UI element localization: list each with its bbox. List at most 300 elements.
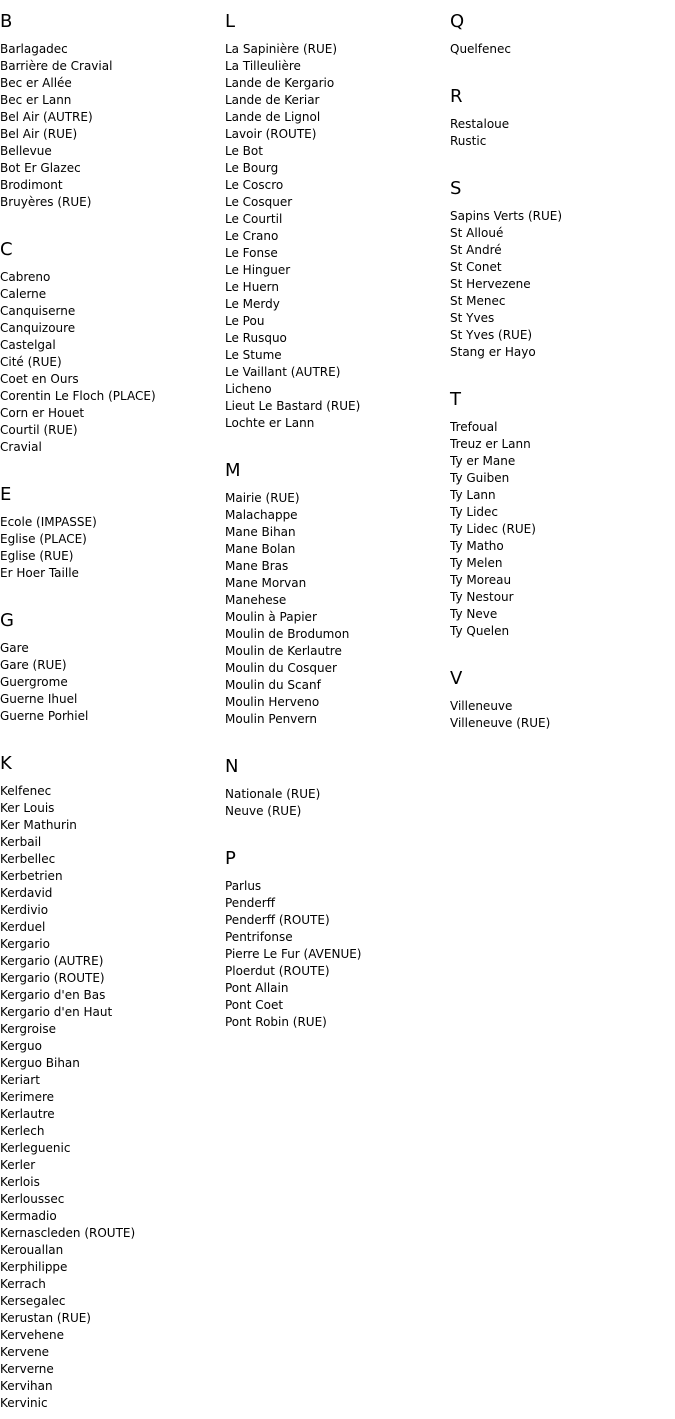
- street-item: [225, 963, 450, 980]
- letter-section: [450, 178, 675, 361]
- street-item: [0, 1004, 225, 1021]
- street-item: [225, 507, 450, 524]
- street-link[interactable]: Penderff: [225, 896, 275, 910]
- street-list: [225, 41, 450, 432]
- street-item: [225, 58, 450, 75]
- street-link[interactable]: Lieut Le Bastard (RUE): [225, 399, 361, 413]
- street-link[interactable]: Lande de Lignol: [225, 110, 321, 124]
- street-item: [0, 41, 225, 58]
- street-link[interactable]: Kervihan: [0, 1379, 53, 1393]
- letter-section: [450, 389, 675, 640]
- street-link[interactable]: St André: [450, 243, 502, 257]
- street-link[interactable]: Calerne: [0, 287, 47, 301]
- street-item: [225, 228, 450, 245]
- street-link[interactable]: Ty Guiben: [450, 471, 510, 485]
- street-item: [450, 698, 675, 715]
- street-item: [225, 895, 450, 912]
- street-item: [0, 800, 225, 817]
- letter-section: [225, 756, 450, 820]
- street-link[interactable]: Bec er Allée: [0, 76, 72, 90]
- street-link[interactable]: Keriart: [0, 1073, 40, 1087]
- street-link[interactable]: Lochte er Lann: [225, 416, 315, 430]
- street-link[interactable]: Pierre Le Fur (AVENUE): [225, 947, 362, 961]
- street-item: [225, 109, 450, 126]
- street-link[interactable]: Quelfenec: [450, 42, 511, 56]
- street-item: [225, 279, 450, 296]
- street-link[interactable]: Kerbetrien: [0, 869, 63, 883]
- street-link[interactable]: Ty Quelen: [450, 624, 510, 638]
- street-link[interactable]: Kergario (AUTRE): [0, 954, 104, 968]
- letter-heading: C: [0, 239, 13, 260]
- street-item: [0, 1293, 225, 1310]
- street-item: [450, 344, 675, 361]
- street-link[interactable]: La Sapinière (RUE): [225, 42, 338, 56]
- street-link[interactable]: Mane Bolan: [225, 542, 296, 556]
- street-item: [0, 303, 225, 320]
- letter-heading: M: [225, 460, 241, 481]
- street-link[interactable]: Brodimont: [0, 178, 63, 192]
- street-item: [0, 657, 225, 674]
- street-link[interactable]: Kergario d'en Haut: [0, 1005, 113, 1019]
- street-link[interactable]: Kervene: [0, 1345, 50, 1359]
- street-item: [0, 783, 225, 800]
- street-list: [225, 490, 450, 728]
- street-link[interactable]: Kerguo: [0, 1039, 42, 1053]
- street-link[interactable]: St Menec: [450, 294, 506, 308]
- street-item: [0, 1106, 225, 1123]
- street-link[interactable]: Barrière de Cravial: [0, 59, 113, 73]
- street-item: [225, 330, 450, 347]
- street-link[interactable]: Ty Lidec: [450, 505, 498, 519]
- letter-section: [0, 484, 225, 582]
- street-item: [225, 92, 450, 109]
- street-item: [0, 160, 225, 177]
- street-item: [450, 242, 675, 259]
- street-item: [0, 987, 225, 1004]
- street-item: [0, 1327, 225, 1344]
- street-link[interactable]: Le Bourg: [225, 161, 279, 175]
- street-link[interactable]: Cité (RUE): [0, 355, 62, 369]
- street-item: [225, 160, 450, 177]
- street-link[interactable]: Castelgal: [0, 338, 56, 352]
- street-link[interactable]: Kervehene: [0, 1328, 65, 1342]
- street-link[interactable]: Kerimere: [0, 1090, 55, 1104]
- street-link[interactable]: Moulin Herveno: [225, 695, 320, 709]
- street-item: [450, 259, 675, 276]
- street-link[interactable]: Villeneuve (RUE): [450, 716, 551, 730]
- street-item: [225, 912, 450, 929]
- street-link[interactable]: Rustic: [450, 134, 487, 148]
- street-link[interactable]: Corentin Le Floch (PLACE): [0, 389, 156, 403]
- street-link[interactable]: Guergrome: [0, 675, 68, 689]
- street-list: [0, 783, 225, 1412]
- street-link[interactable]: Moulin de Kerlautre: [225, 644, 342, 658]
- street-item: [450, 225, 675, 242]
- street-link[interactable]: Ty er Mane: [450, 454, 516, 468]
- street-link[interactable]: Eglise (PLACE): [0, 532, 87, 546]
- street-link[interactable]: Kerler: [0, 1158, 36, 1172]
- street-link[interactable]: Kerlois: [0, 1175, 40, 1189]
- street-item: [450, 310, 675, 327]
- street-item: [0, 58, 225, 75]
- street-link[interactable]: Moulin du Scanf: [225, 678, 321, 692]
- letter-heading: K: [0, 753, 12, 774]
- street-item: [450, 436, 675, 453]
- street-link[interactable]: Kerdavid: [0, 886, 53, 900]
- street-link[interactable]: Stang er Hayo: [450, 345, 536, 359]
- street-item: [0, 851, 225, 868]
- street-link[interactable]: Kelfenec: [0, 784, 52, 798]
- street-link[interactable]: Canquiserne: [0, 304, 76, 318]
- street-item: [225, 347, 450, 364]
- street-item: [225, 245, 450, 262]
- street-link[interactable]: Le Rusquo: [225, 331, 287, 345]
- street-item: [0, 109, 225, 126]
- street-item: [0, 1157, 225, 1174]
- street-list: [0, 514, 225, 582]
- street-link[interactable]: Ty Neve: [450, 607, 498, 621]
- street-link[interactable]: Mairie (RUE): [225, 491, 300, 505]
- street-link[interactable]: Kermadio: [0, 1209, 57, 1223]
- letter-heading: Q: [450, 11, 465, 32]
- street-link[interactable]: Sapins Verts (RUE): [450, 209, 563, 223]
- street-link[interactable]: Courtil (RUE): [0, 423, 78, 437]
- street-link[interactable]: Le Hinguer: [225, 263, 291, 277]
- street-link[interactable]: Ker Louis: [0, 801, 55, 815]
- street-item: [0, 817, 225, 834]
- street-item: [0, 371, 225, 388]
- street-item: [450, 521, 675, 538]
- street-link[interactable]: Le Coscro: [225, 178, 284, 192]
- street-link[interactable]: Kersegalec: [0, 1294, 66, 1308]
- street-link[interactable]: St Conet: [450, 260, 502, 274]
- street-link[interactable]: Kerrach: [0, 1277, 46, 1291]
- street-link[interactable]: Ty Moreau: [450, 573, 512, 587]
- letter-heading: V: [450, 668, 463, 689]
- street-link[interactable]: Mane Morvan: [225, 576, 307, 590]
- street-link[interactable]: St Hervezene: [450, 277, 531, 291]
- street-item: [0, 1072, 225, 1089]
- street-item: [0, 1378, 225, 1395]
- street-link[interactable]: Kerguo Bihan: [0, 1056, 80, 1070]
- street-link[interactable]: Moulin de Brodumon: [225, 627, 350, 641]
- street-item: [0, 1191, 225, 1208]
- street-link[interactable]: Bel Air (RUE): [0, 127, 78, 141]
- street-link[interactable]: Neuve (RUE): [225, 804, 302, 818]
- street-item: [0, 708, 225, 725]
- street-item: [225, 398, 450, 415]
- street-item: [450, 504, 675, 521]
- street-item: [225, 143, 450, 160]
- street-item: [225, 575, 450, 592]
- street-item: [0, 565, 225, 582]
- street-link[interactable]: Lande de Kergario: [225, 76, 335, 90]
- street-link[interactable]: Ty Lann: [450, 488, 496, 502]
- letter-section: [0, 753, 225, 1412]
- street-item: [450, 555, 675, 572]
- street-link[interactable]: Kerouallan: [0, 1243, 64, 1257]
- street-link[interactable]: Manehese: [225, 593, 287, 607]
- letter-section: [225, 848, 450, 1031]
- street-link[interactable]: Bot Er Glazec: [0, 161, 81, 175]
- street-item: [0, 1140, 225, 1157]
- street-item: [0, 1259, 225, 1276]
- street-item: [450, 606, 675, 623]
- street-item: [225, 541, 450, 558]
- street-item: [0, 126, 225, 143]
- street-link[interactable]: Villeneuve: [450, 699, 513, 713]
- street-link[interactable]: Gare: [0, 641, 29, 655]
- street-item: [0, 422, 225, 439]
- street-item: [0, 691, 225, 708]
- street-item: [225, 626, 450, 643]
- street-link[interactable]: Le Vaillant (AUTRE): [225, 365, 341, 379]
- letter-section: [225, 460, 450, 728]
- street-link[interactable]: Le Stume: [225, 348, 282, 362]
- street-item: [450, 133, 675, 150]
- street-link[interactable]: Kerbellec: [0, 852, 56, 866]
- street-item: [225, 929, 450, 946]
- street-item: [225, 126, 450, 143]
- street-link[interactable]: Kergario d'en Bas: [0, 988, 106, 1002]
- street-item: [450, 276, 675, 293]
- street-link[interactable]: Restaloue: [450, 117, 510, 131]
- letter-heading: N: [225, 756, 239, 777]
- street-link[interactable]: Le Courtil: [225, 212, 283, 226]
- street-item: [0, 1089, 225, 1106]
- street-item: [0, 337, 225, 354]
- street-item: [225, 415, 450, 432]
- street-item: [450, 208, 675, 225]
- street-link[interactable]: Er Hoer Taille: [0, 566, 79, 580]
- street-item: [0, 354, 225, 371]
- street-link[interactable]: Kerduel: [0, 920, 46, 934]
- street-link[interactable]: Bec er Lann: [0, 93, 72, 107]
- street-item: [225, 711, 450, 728]
- street-link[interactable]: Malachappe: [225, 508, 298, 522]
- street-link[interactable]: Pont Allain: [225, 981, 289, 995]
- street-item: [225, 524, 450, 541]
- street-link[interactable]: Bel Air (AUTRE): [0, 110, 93, 124]
- street-link[interactable]: Ty Matho: [450, 539, 504, 553]
- street-link[interactable]: St Yves (RUE): [450, 328, 533, 342]
- street-item: [0, 1395, 225, 1412]
- street-link[interactable]: Le Huern: [225, 280, 280, 294]
- street-link[interactable]: Eglise (RUE): [0, 549, 74, 563]
- street-item: [225, 313, 450, 330]
- street-item: [225, 643, 450, 660]
- street-item: [0, 320, 225, 337]
- street-item: [0, 936, 225, 953]
- street-link[interactable]: Canquizoure: [0, 321, 76, 335]
- street-link[interactable]: Kerlautre: [0, 1107, 55, 1121]
- street-link[interactable]: Kervinic: [0, 1396, 48, 1410]
- street-item: [225, 381, 450, 398]
- street-item: [450, 41, 675, 58]
- street-link[interactable]: Kerloussec: [0, 1192, 65, 1206]
- street-list: [225, 878, 450, 1031]
- street-link[interactable]: Ecole (IMPASSE): [0, 515, 97, 529]
- street-item: [0, 885, 225, 902]
- street-item: [450, 715, 675, 732]
- street-item: [0, 177, 225, 194]
- street-link[interactable]: Ker Mathurin: [0, 818, 77, 832]
- letter-heading: E: [0, 484, 12, 505]
- street-link[interactable]: Mane Bras: [225, 559, 289, 573]
- street-link[interactable]: Bellevue: [0, 144, 52, 158]
- street-item: [225, 997, 450, 1014]
- street-item: [0, 1174, 225, 1191]
- street-link[interactable]: Bruyères (RUE): [0, 195, 92, 209]
- street-link[interactable]: Moulin Penvern: [225, 712, 317, 726]
- street-link[interactable]: Kerleguenic: [0, 1141, 71, 1155]
- street-link[interactable]: Le Fonse: [225, 246, 278, 260]
- street-link[interactable]: Kergario: [0, 937, 50, 951]
- street-item: [0, 1276, 225, 1293]
- street-list: [0, 41, 225, 211]
- street-item: [225, 558, 450, 575]
- street-item: [0, 1038, 225, 1055]
- street-list: [225, 786, 450, 820]
- street-link[interactable]: Le Crano: [225, 229, 279, 243]
- street-item: [0, 970, 225, 987]
- street-item: [225, 41, 450, 58]
- street-link[interactable]: Moulin du Cosquer: [225, 661, 337, 675]
- street-link[interactable]: Mane Bihan: [225, 525, 296, 539]
- street-link[interactable]: Guerne Porhiel: [0, 709, 89, 723]
- street-link[interactable]: Kernascleden (ROUTE): [0, 1226, 136, 1240]
- street-link[interactable]: Kerdivio: [0, 903, 49, 917]
- street-link[interactable]: Pont Robin (RUE): [225, 1015, 327, 1029]
- street-item: [0, 919, 225, 936]
- street-item: [450, 327, 675, 344]
- street-item: [450, 116, 675, 133]
- street-item: [450, 293, 675, 310]
- street-item: [450, 453, 675, 470]
- street-item: [225, 490, 450, 507]
- street-link[interactable]: Lande de Keriar: [225, 93, 320, 107]
- street-link[interactable]: Le Merdy: [225, 297, 280, 311]
- street-link[interactable]: Barlagadec: [0, 42, 68, 56]
- street-link[interactable]: Nationale (RUE): [225, 787, 321, 801]
- street-link[interactable]: Pentrifonse: [225, 930, 293, 944]
- letter-heading: T: [450, 389, 461, 410]
- street-link[interactable]: Cabreno: [0, 270, 51, 284]
- street-item: [225, 946, 450, 963]
- street-link[interactable]: Ty Lidec (RUE): [450, 522, 536, 536]
- street-item: [225, 609, 450, 626]
- street-link[interactable]: Gare (RUE): [0, 658, 67, 672]
- street-item: [0, 388, 225, 405]
- letter-heading: G: [0, 610, 14, 631]
- street-link[interactable]: Kerphilippe: [0, 1260, 68, 1274]
- street-link[interactable]: Kerlech: [0, 1124, 45, 1138]
- street-link[interactable]: Ty Melen: [450, 556, 503, 570]
- letter-heading: B: [0, 11, 13, 32]
- street-item: [0, 92, 225, 109]
- street-link[interactable]: Le Cosquer: [225, 195, 293, 209]
- street-link[interactable]: Pont Coet: [225, 998, 284, 1012]
- letter-heading: P: [225, 848, 236, 869]
- street-item: [0, 1123, 225, 1140]
- street-item: [225, 177, 450, 194]
- street-link[interactable]: St Yves: [450, 311, 495, 325]
- street-link[interactable]: Kergroise: [0, 1022, 56, 1036]
- street-link[interactable]: Coet en Ours: [0, 372, 79, 386]
- street-item: [450, 470, 675, 487]
- street-item: [0, 1021, 225, 1038]
- street-item: [0, 902, 225, 919]
- street-item: [225, 262, 450, 279]
- street-list: [0, 640, 225, 725]
- street-link[interactable]: Kerverne: [0, 1362, 54, 1376]
- street-item: [0, 1055, 225, 1072]
- street-link[interactable]: Le Bot: [225, 144, 263, 158]
- street-item: [0, 1361, 225, 1378]
- letter-heading: L: [225, 11, 236, 32]
- letter-heading: R: [450, 86, 463, 107]
- street-link[interactable]: La Tilleulière: [225, 59, 301, 73]
- letter-heading: S: [450, 178, 462, 199]
- street-link[interactable]: Cravial: [0, 440, 42, 454]
- street-list: [450, 698, 675, 732]
- street-link[interactable]: St Alloué: [450, 226, 504, 240]
- letter-section: [0, 610, 225, 725]
- street-link[interactable]: Penderff (ROUTE): [225, 913, 330, 927]
- street-item: [0, 1344, 225, 1361]
- street-item: [225, 660, 450, 677]
- street-link[interactable]: Licheno: [225, 382, 272, 396]
- letter-section: [450, 11, 675, 58]
- street-item: [225, 364, 450, 381]
- street-link[interactable]: Ploerdut (ROUTE): [225, 964, 330, 978]
- street-item: [225, 75, 450, 92]
- street-item: [0, 531, 225, 548]
- street-link[interactable]: Kergario (ROUTE): [0, 971, 105, 985]
- street-item: [225, 296, 450, 313]
- index-column-2: [225, 0, 450, 1031]
- street-link[interactable]: Kerustan (RUE): [0, 1311, 91, 1325]
- street-link[interactable]: Parlus: [225, 879, 262, 893]
- letter-section: [450, 86, 675, 150]
- street-link[interactable]: Moulin à Papier: [225, 610, 317, 624]
- street-item: [0, 269, 225, 286]
- street-list: [0, 269, 225, 456]
- street-item: [225, 694, 450, 711]
- letter-section: [225, 11, 450, 432]
- street-link[interactable]: Corn er Houet: [0, 406, 85, 420]
- street-item: [450, 623, 675, 640]
- street-link[interactable]: Lavoir (ROUTE): [225, 127, 317, 141]
- street-item: [0, 439, 225, 456]
- street-item: [225, 677, 450, 694]
- street-link[interactable]: Kerbail: [0, 835, 42, 849]
- street-item: [0, 1225, 225, 1242]
- street-item: [0, 194, 225, 211]
- street-item: [0, 405, 225, 422]
- letter-section: [0, 239, 225, 456]
- street-item: [225, 803, 450, 820]
- street-item: [0, 953, 225, 970]
- street-item: [0, 1242, 225, 1259]
- street-link[interactable]: Ty Nestour: [450, 590, 514, 604]
- street-link[interactable]: Guerne Ihuel: [0, 692, 78, 706]
- street-link[interactable]: Treuz er Lann: [450, 437, 531, 451]
- street-item: [0, 834, 225, 851]
- street-item: [225, 1014, 450, 1031]
- street-link[interactable]: Le Pou: [225, 314, 265, 328]
- street-link[interactable]: Trefoual: [450, 420, 498, 434]
